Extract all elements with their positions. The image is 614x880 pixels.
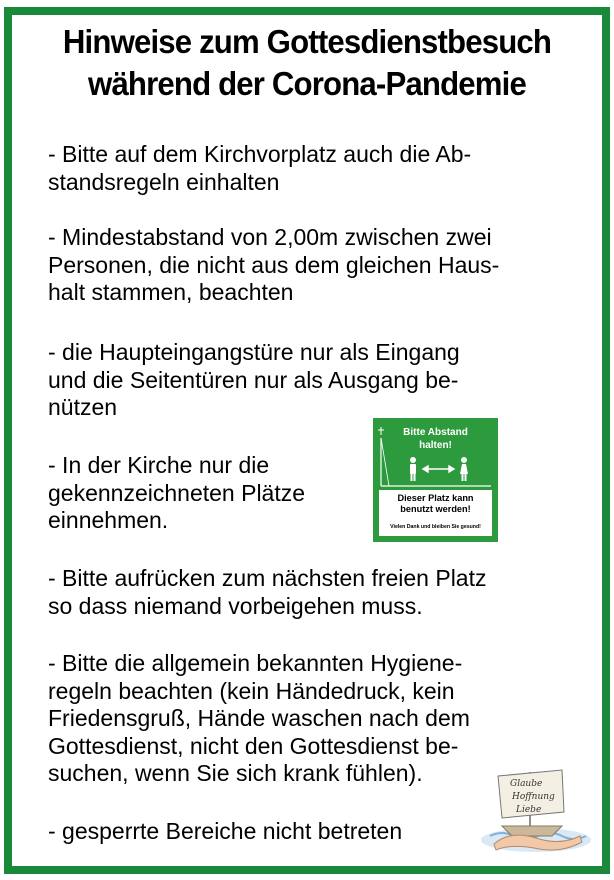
sign-top-line-2: halten! [419, 440, 452, 451]
list-item: - Bitte auf dem Kirchvorplatz auch die Ab- standsregeln einhalten [48, 141, 472, 195]
logo-text-3: Liebe [516, 805, 542, 815]
faith-hope-love-logo [476, 766, 596, 856]
title-line-1: Hinweise zum Gottesdienstbesuch [62, 24, 552, 61]
person-right-icon [460, 457, 468, 481]
sign-label-box [379, 490, 492, 536]
distance-sign [373, 418, 498, 542]
title-line-2: während der Corona-Pandemie [88, 66, 526, 103]
double-arrow-icon [423, 466, 454, 472]
sign-main-line-2: benutzt werden! [400, 504, 471, 514]
sign-small-text: Vielen Dank und bleiben Sie gesund! [390, 524, 481, 530]
page-title [21, 22, 592, 106]
boat-logo-icon [476, 766, 596, 856]
list-item: - Mindestabstand von 2,00m zwischen zwei Personen, die nicht aus dem gleichen Haus- halt stammen, beachten [48, 224, 500, 305]
sign-top-line-1: Bitte Abstand [403, 427, 468, 438]
list-item: - Bitte die allgemein bekannten Hygiene- regeln beachten (kein Händedruck, kein Friedensgruß, Hände waschen nach dem Gottesdienst, nicht den Gottesdienst be- suchen, wenn Sie sich krank fühlen). [48, 650, 470, 786]
logo-text-1: Glaube [510, 779, 543, 789]
list-item: - gesperrte Bereiche nicht betreten [48, 818, 403, 844]
sign-main-line-1: Dieser Platz kann [397, 493, 474, 503]
list-item: - In der Kirche nur die gekennzeichneten Plätze einnehmen. [48, 452, 306, 533]
person-left-icon [410, 457, 416, 481]
list-item: - Bitte aufrücken zum nächsten freien Platz so dass niemand vorbeigehen muss. [48, 565, 487, 619]
logo-text-2: Hoffnung [512, 792, 555, 802]
list-item: - die Haupteingangstüre nur als Eingang und die Seitentüren nur als Ausgang be- nützen [48, 339, 460, 420]
